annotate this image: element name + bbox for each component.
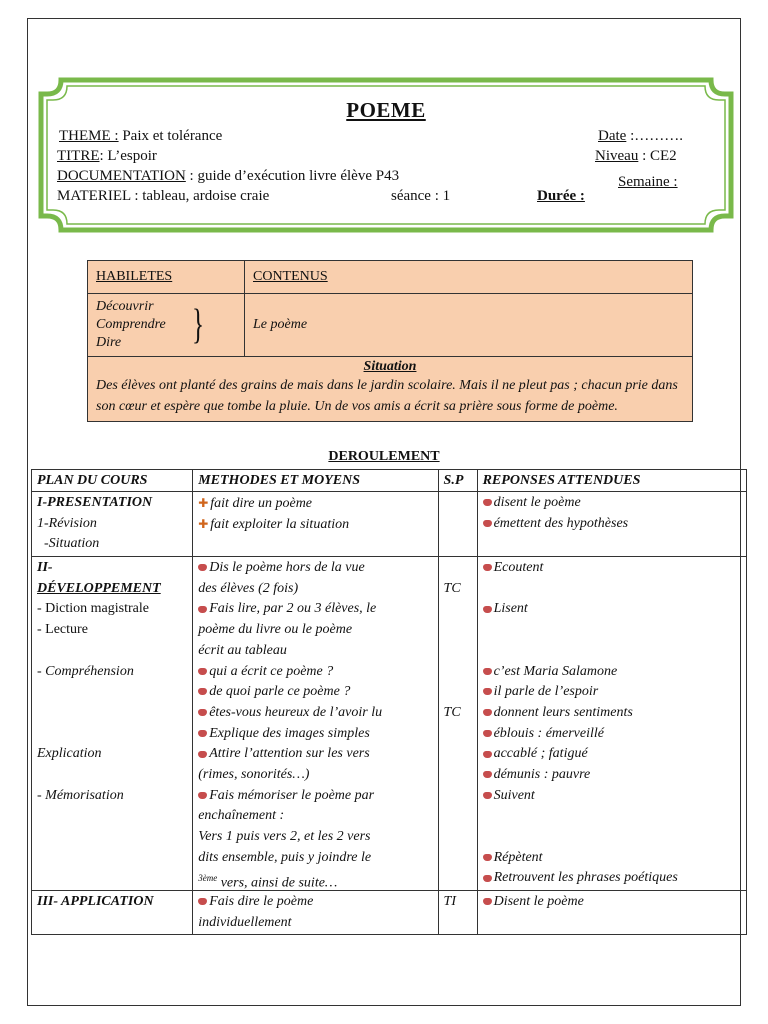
documentation-value: : guide d’exécution livre élève P43: [189, 168, 400, 184]
method-item: êtes-vous heureux de l’avoir lu: [209, 704, 383, 720]
bullet-icon: [483, 792, 492, 799]
method-item: (rimes, sonorités…): [198, 766, 310, 782]
brace-icon: }: [191, 302, 204, 348]
bullet-icon: [198, 730, 207, 737]
response-item: Disent le poème: [493, 894, 584, 910]
arrow-bullet-icon: ✚: [198, 496, 209, 510]
seance-text: séance : 1: [391, 188, 451, 204]
date-line: [598, 128, 683, 145]
materiel-text: MATERIEL : tableau, ardoise craie: [57, 188, 270, 204]
response-item: émettent des hypothèses: [493, 515, 629, 531]
method-item: Explique des images simples: [209, 725, 370, 741]
method-item: Attire l’attention sur les vers: [209, 746, 370, 762]
bullet-icon: [198, 709, 207, 716]
theme-line: [59, 128, 222, 145]
sp-value: TC: [443, 704, 461, 720]
documentation-line: [57, 168, 399, 185]
section-title: I-PRESENTATION: [37, 495, 153, 510]
method-item: Fais dire le poème: [209, 894, 314, 910]
col-header-reponses: REPONSES ATTENDUES: [477, 470, 746, 492]
header-box: [31, 70, 741, 240]
titre-label: TITRE: [57, 148, 100, 164]
bullet-icon: [483, 520, 492, 527]
sp-value: TI: [443, 894, 456, 910]
method-item: vers, ainsi de suite…: [220, 876, 338, 892]
bullet-icon: [483, 875, 492, 882]
duree-label: Durée :: [537, 188, 585, 204]
bullet-icon: [198, 564, 207, 571]
response-item: éblouis : émerveillé: [493, 725, 604, 741]
bullet-icon: [483, 688, 492, 695]
bullet-icon: [483, 771, 492, 778]
response-item: Ecoutent: [493, 560, 544, 576]
method-item: Fais lire, par 2 ou 3 élèves, le: [209, 601, 377, 617]
date-value: :……….: [630, 128, 683, 144]
response-item: Répètent: [493, 849, 543, 865]
theme-value: Paix et tolérance: [122, 128, 223, 144]
bullet-icon: [198, 792, 207, 799]
habilete-item: Comprendre: [96, 317, 166, 332]
response-item: Suivent: [493, 787, 535, 803]
response-item: accablé ; fatigué: [493, 746, 588, 762]
materiel-line: [57, 188, 269, 205]
plan-table: [31, 469, 747, 935]
method-item: des élèves (2 fois): [198, 580, 299, 596]
plan-item: - Mémorisation: [37, 787, 124, 803]
situation-text: Des élèves ont planté des grains de mais dans le jardin scolaire. Mais il ne pleut pas ; chacun prie dans son cœur et espère que tombe la pluie. Un de vos amis a écrit sa prière sous forme de poème.: [96, 378, 678, 414]
table-row: [32, 492, 747, 557]
method-item: dits ensemble, puis y joindre le: [198, 849, 372, 865]
titre-line: [57, 148, 157, 165]
plan-item: - Lecture: [37, 622, 88, 638]
bullet-icon: [483, 606, 492, 613]
habiletes-cell: [88, 294, 245, 357]
bullet-icon: [483, 898, 492, 905]
bullet-icon: [198, 668, 207, 675]
habiletes-header: HABILETES: [88, 261, 245, 294]
bullet-icon: [483, 730, 492, 737]
bullet-icon: [483, 751, 492, 758]
plan-item: - Diction magistrale: [37, 601, 149, 617]
method-item: individuellement: [198, 914, 292, 930]
plan-item: 1-Révision: [37, 515, 97, 531]
plan-item: Explication: [37, 746, 102, 762]
response-item: disent le poème: [493, 495, 581, 510]
bullet-icon: [483, 564, 492, 571]
response-item: Retrouvent les phrases poétiques: [493, 870, 678, 886]
semaine-label: Semaine :: [618, 174, 678, 190]
method-item: enchaînement :: [198, 808, 285, 824]
habilete-item: Dire: [96, 335, 122, 350]
response-item: il parle de l’espoir: [493, 684, 599, 700]
documentation-label: DOCUMENTATION: [57, 168, 186, 184]
plan-item: - Compréhension: [37, 663, 134, 679]
date-label: Date: [598, 128, 627, 144]
response-item: c’est Maria Salamone: [493, 663, 618, 679]
niveau-value: : CE2: [642, 148, 677, 164]
bullet-icon: [483, 854, 492, 861]
section-title: III- APPLICATION: [37, 894, 154, 910]
habilete-item: Découvrir: [96, 299, 154, 314]
niveau-line: [595, 148, 677, 165]
method-item: Dis le poème hors de la vue: [209, 560, 365, 576]
habiletes-table: [87, 260, 693, 422]
method-item: écrit au tableau: [198, 642, 287, 658]
method-item: Fais mémoriser le poème par: [209, 787, 375, 803]
situation-cell: [88, 357, 693, 422]
titre-value: : L’espoir: [99, 148, 157, 164]
bullet-icon: [198, 751, 207, 758]
superscript-ordinal: 3ème: [198, 873, 218, 884]
method-item: fait exploiter la situation: [210, 516, 350, 532]
contenus-header: CONTENUS: [245, 261, 693, 294]
table-row: [32, 557, 747, 891]
response-item: Lisent: [493, 601, 528, 617]
page-title: POEME: [346, 98, 426, 122]
method-item: poème du livre ou le poème: [198, 622, 353, 638]
plan-header-row: [32, 470, 747, 492]
bullet-icon: [483, 499, 492, 506]
section-title: II-: [37, 560, 53, 576]
section-title: DÉVELOPPEMENT: [37, 580, 161, 596]
arrow-bullet-icon: ✚: [198, 516, 209, 531]
method-item: de quoi parle ce poème ?: [209, 684, 351, 700]
bullet-icon: [483, 668, 492, 675]
plan-item: -Situation: [44, 536, 100, 552]
col-header-sp: S.P: [438, 470, 477, 492]
theme-label: THEME :: [59, 128, 119, 144]
deroulement-title: DEROULEMENT: [328, 449, 440, 464]
method-item: Vers 1 puis vers 2, et les 2 vers: [198, 829, 371, 844]
bullet-icon: [198, 606, 207, 613]
method-item: fait dire un poème: [210, 496, 313, 511]
response-item: démunis : pauvre: [493, 766, 591, 782]
situation-title: Situation: [363, 359, 417, 374]
col-header-plan: PLAN DU COURS: [32, 470, 193, 492]
niveau-label: Niveau: [595, 148, 639, 164]
contenu-cell: Le poème: [245, 294, 693, 357]
response-item: donnent leurs sentiments: [493, 704, 633, 720]
bullet-icon: [198, 688, 207, 695]
col-header-methodes: METHODES ET MOYENS: [193, 470, 438, 492]
bullet-icon: [483, 709, 492, 716]
method-item: qui a écrit ce poème ?: [209, 663, 334, 679]
bullet-icon: [198, 898, 207, 905]
table-row: [32, 891, 747, 935]
sp-value: TC: [443, 580, 461, 596]
